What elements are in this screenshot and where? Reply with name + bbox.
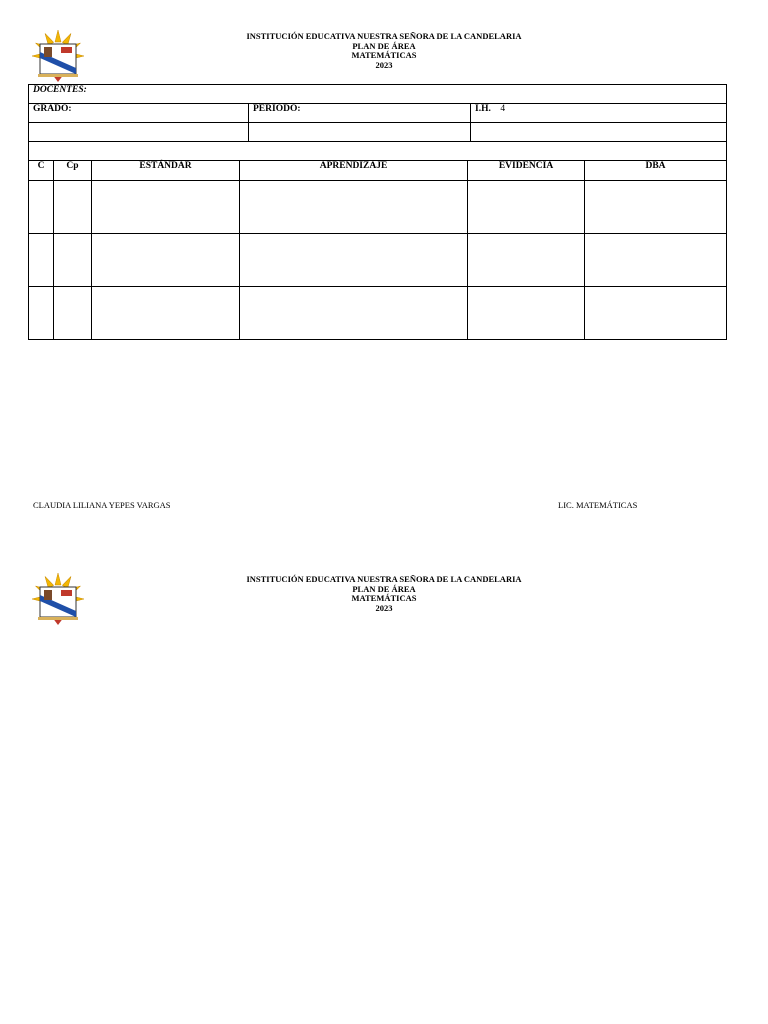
- periodo-cell[interactable]: [249, 104, 471, 123]
- document-title-block: [200, 32, 568, 70]
- grid-cell[interactable]: [468, 234, 585, 287]
- grid-cell[interactable]: [240, 234, 468, 287]
- column-header-dba: DBA: [585, 161, 727, 181]
- ih-value-cell[interactable]: [471, 123, 727, 142]
- grado-cell[interactable]: [29, 104, 249, 123]
- grid-cell[interactable]: [54, 287, 92, 340]
- grid-cell[interactable]: [54, 181, 92, 234]
- docentes-label: DOCENTES:: [33, 85, 87, 95]
- table-row: [29, 181, 727, 234]
- grid-cell[interactable]: [585, 234, 727, 287]
- year-label: 2023: [375, 602, 393, 613]
- ih-label: I.H.: [475, 104, 491, 114]
- grid-cell[interactable]: [585, 287, 727, 340]
- grid-cell[interactable]: [92, 181, 240, 234]
- blank-row-cell[interactable]: [29, 142, 727, 161]
- grid-cell[interactable]: [29, 234, 54, 287]
- table-row: [29, 234, 727, 287]
- plan-title: PLAN DE ÁREA: [352, 40, 416, 51]
- column-header-aprendizaje: APRENDIZAJE: [240, 161, 468, 181]
- grid-cell[interactable]: [92, 287, 240, 340]
- table-row: [29, 287, 727, 340]
- plan-title: PLAN DE ÁREA: [352, 583, 416, 594]
- column-header-evidencia: EVIDENCIA: [468, 161, 585, 181]
- ih-cell[interactable]: [471, 104, 727, 123]
- teacher-title: LIC. MATEMÁTICAS: [558, 500, 638, 510]
- ih-value: 4: [500, 104, 506, 114]
- plan-grid-table: [28, 160, 727, 340]
- grid-cell[interactable]: [468, 287, 585, 340]
- grado-label: GRADO:: [33, 104, 72, 114]
- grid-cell[interactable]: [585, 181, 727, 234]
- institution-name: INSTITUCIÓN EDUCATIVA NUESTRA SEÑORA DE LA CANDELARIA: [246, 31, 522, 41]
- school-crest-icon: [32, 573, 84, 627]
- grid-cell[interactable]: [54, 234, 92, 287]
- subject-title: MATEMÁTICAS: [351, 50, 417, 60]
- institution-name: INSTITUCIÓN EDUCATIVA NUESTRA SEÑORA DE LA CANDELARIA: [246, 574, 522, 584]
- grid-cell[interactable]: [92, 234, 240, 287]
- grid-cell[interactable]: [29, 181, 54, 234]
- grid-header-row: [29, 161, 727, 181]
- column-header-cp: Cp: [54, 161, 92, 181]
- periodo-label: PERIODO:: [253, 104, 301, 114]
- grid-cell[interactable]: [468, 181, 585, 234]
- docentes-cell[interactable]: [29, 85, 727, 104]
- grid-cell[interactable]: [240, 181, 468, 234]
- info-form-table: [28, 84, 727, 161]
- teacher-name: CLAUDIA LILIANA YEPES VARGAS: [33, 500, 171, 510]
- subject-title: MATEMÁTICAS: [351, 593, 417, 603]
- periodo-value-cell[interactable]: [249, 123, 471, 142]
- school-crest-icon: [32, 30, 84, 84]
- grid-cell[interactable]: [240, 287, 468, 340]
- grid-cell[interactable]: [29, 287, 54, 340]
- column-header-c: C: [29, 161, 54, 181]
- grado-value-cell[interactable]: [29, 123, 249, 142]
- year-label: 2023: [375, 59, 393, 70]
- column-header-estandar: ESTÁNDAR: [92, 161, 240, 181]
- document-title-block: [200, 575, 568, 613]
